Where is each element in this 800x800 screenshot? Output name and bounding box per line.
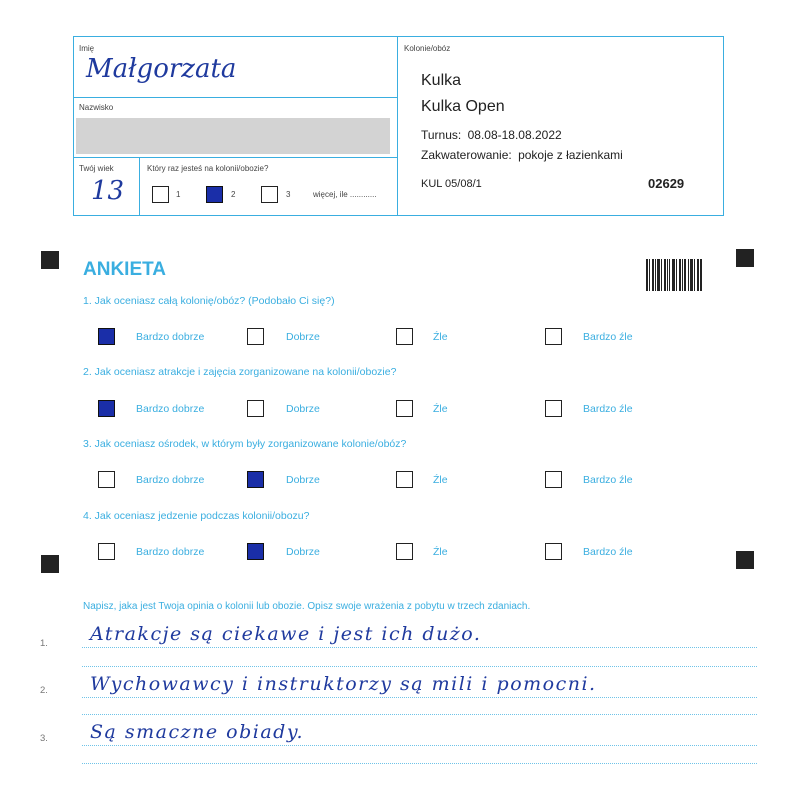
q2-option-bardzo-zle: Bardzo źle: [583, 403, 633, 415]
last-name-redaction: [76, 118, 390, 154]
q2-checkbox-dobrze[interactable]: [247, 400, 264, 417]
opinion-dotline-2a: [82, 697, 757, 698]
q3-checkbox-zle[interactable]: [396, 471, 413, 488]
q3-option-bardzo-zle: Bardzo źle: [583, 474, 633, 486]
header-row-divider-1: [73, 97, 398, 98]
opinion-prompt: Napisz, jaka jest Twoja opinia o kolonii lub obozie. Opisz swoje wrażenia z pobytu w trzech zdaniach.: [83, 601, 531, 612]
q3-option-bardzo-dobrze: Bardzo dobrze: [136, 474, 205, 486]
camp-code: KUL 05/08/1: [421, 178, 482, 190]
camp-subname: Kulka Open: [421, 98, 505, 115]
opinion-dotline-2b: [82, 714, 757, 715]
form-number: 02629: [648, 176, 685, 191]
q3-option-dobrze: Dobrze: [286, 474, 320, 486]
times-checkbox-2[interactable]: [206, 186, 223, 203]
times-checkbox-3[interactable]: [261, 186, 278, 203]
q1-checkbox-bardzo-dobrze[interactable]: [98, 328, 115, 345]
survey-title: ANKIETA: [83, 259, 167, 280]
q4-checkbox-dobrze[interactable]: [247, 543, 264, 560]
opinion-dotline-3b: [82, 763, 757, 764]
q4-option-bardzo-dobrze: Bardzo dobrze: [136, 546, 205, 558]
q2-checkbox-zle[interactable]: [396, 400, 413, 417]
accommodation-value: pokoje z łazienkami: [518, 148, 623, 162]
q4-checkbox-bardzo-dobrze[interactable]: [98, 543, 115, 560]
registration-marker-bottom-left: [41, 555, 59, 573]
opinion-dotline-3a: [82, 745, 757, 746]
q3-checkbox-bardzo-dobrze[interactable]: [98, 471, 115, 488]
accommodation-label: Zakwaterowanie:: [421, 148, 512, 162]
turnus-label: Turnus:: [421, 128, 462, 142]
accommodation-row: [421, 148, 623, 162]
times-checkbox-1[interactable]: [152, 186, 169, 203]
opinion-dotline-1b: [82, 666, 757, 667]
header-row-divider-2: [73, 157, 398, 158]
registration-marker-top-left: [41, 251, 59, 269]
q4-option-dobrze: Dobrze: [286, 546, 320, 558]
question-1: 1. Jak oceniasz całą kolonię/obóz? (Podobało Ci się?): [83, 295, 335, 307]
question-2: 2. Jak oceniasz atrakcje i zajęcia zorganizowane na kolonii/obozie?: [83, 366, 397, 378]
q1-option-zle: Źle: [433, 331, 448, 343]
q1-checkbox-bardzo-zle[interactable]: [545, 328, 562, 345]
times-option-2: 2: [231, 190, 236, 199]
question-4: 4. Jak oceniasz jedzenie podczas kolonii/obozu?: [83, 510, 310, 522]
header-divider: [397, 36, 398, 216]
age-value: 13: [91, 176, 125, 206]
question-3: 3. Jak oceniasz ośrodek, w którym były zorganizowane kolonie/obóz?: [83, 438, 407, 450]
times-option-1: 1: [176, 190, 181, 199]
camp-label: Kolonie/obóz: [404, 44, 451, 53]
q4-option-zle: Źle: [433, 546, 448, 558]
q3-checkbox-bardzo-zle[interactable]: [545, 471, 562, 488]
q2-option-zle: Źle: [433, 403, 448, 415]
q1-option-dobrze: Dobrze: [286, 331, 320, 343]
q4-checkbox-bardzo-zle[interactable]: [545, 543, 562, 560]
registration-marker-bottom-right: [736, 551, 754, 569]
q1-checkbox-zle[interactable]: [396, 328, 413, 345]
first-name-value: Małgorzata: [86, 54, 237, 84]
age-label: Twój wiek: [79, 164, 114, 173]
age-cell-divider: [139, 157, 140, 216]
q2-checkbox-bardzo-dobrze[interactable]: [98, 400, 115, 417]
times-question-label: Który raz jesteś na kolonii/obozie?: [147, 164, 269, 173]
first-name-label: Imię: [79, 44, 95, 53]
last-name-label: Nazwisko: [79, 103, 114, 112]
opinion-line-number-1: 1.: [40, 638, 48, 649]
q3-option-zle: Źle: [433, 474, 448, 486]
opinion-line-1[interactable]: Atrakcje są ciekawe i jest ich dużo.: [90, 623, 482, 645]
opinion-line-number-3: 3.: [40, 733, 48, 744]
q3-checkbox-dobrze[interactable]: [247, 471, 264, 488]
q1-option-bardzo-dobrze: Bardzo dobrze: [136, 331, 205, 343]
q4-checkbox-zle[interactable]: [396, 543, 413, 560]
q4-option-bardzo-zle: Bardzo źle: [583, 546, 633, 558]
times-more-label: więcej, ile ............: [313, 190, 377, 199]
opinion-line-number-2: 2.: [40, 685, 48, 696]
camp-name: Kulka: [421, 72, 462, 89]
turnus-value: 08.08-18.08.2022: [467, 128, 562, 142]
registration-marker-top-right: [736, 249, 754, 267]
opinion-line-3[interactable]: Są smaczne obiady.: [90, 721, 305, 743]
q2-checkbox-bardzo-zle[interactable]: [545, 400, 562, 417]
turnus-row: [421, 128, 562, 142]
q2-option-bardzo-dobrze: Bardzo dobrze: [136, 403, 205, 415]
opinion-line-2[interactable]: Wychowawcy i instruktorzy są mili i pomocni.: [90, 673, 597, 695]
opinion-dotline-1a: [82, 647, 757, 648]
barcode: [646, 259, 702, 291]
q1-option-bardzo-zle: Bardzo źle: [583, 331, 633, 343]
q2-option-dobrze: Dobrze: [286, 403, 320, 415]
q1-checkbox-dobrze[interactable]: [247, 328, 264, 345]
times-option-3: 3: [286, 190, 291, 199]
